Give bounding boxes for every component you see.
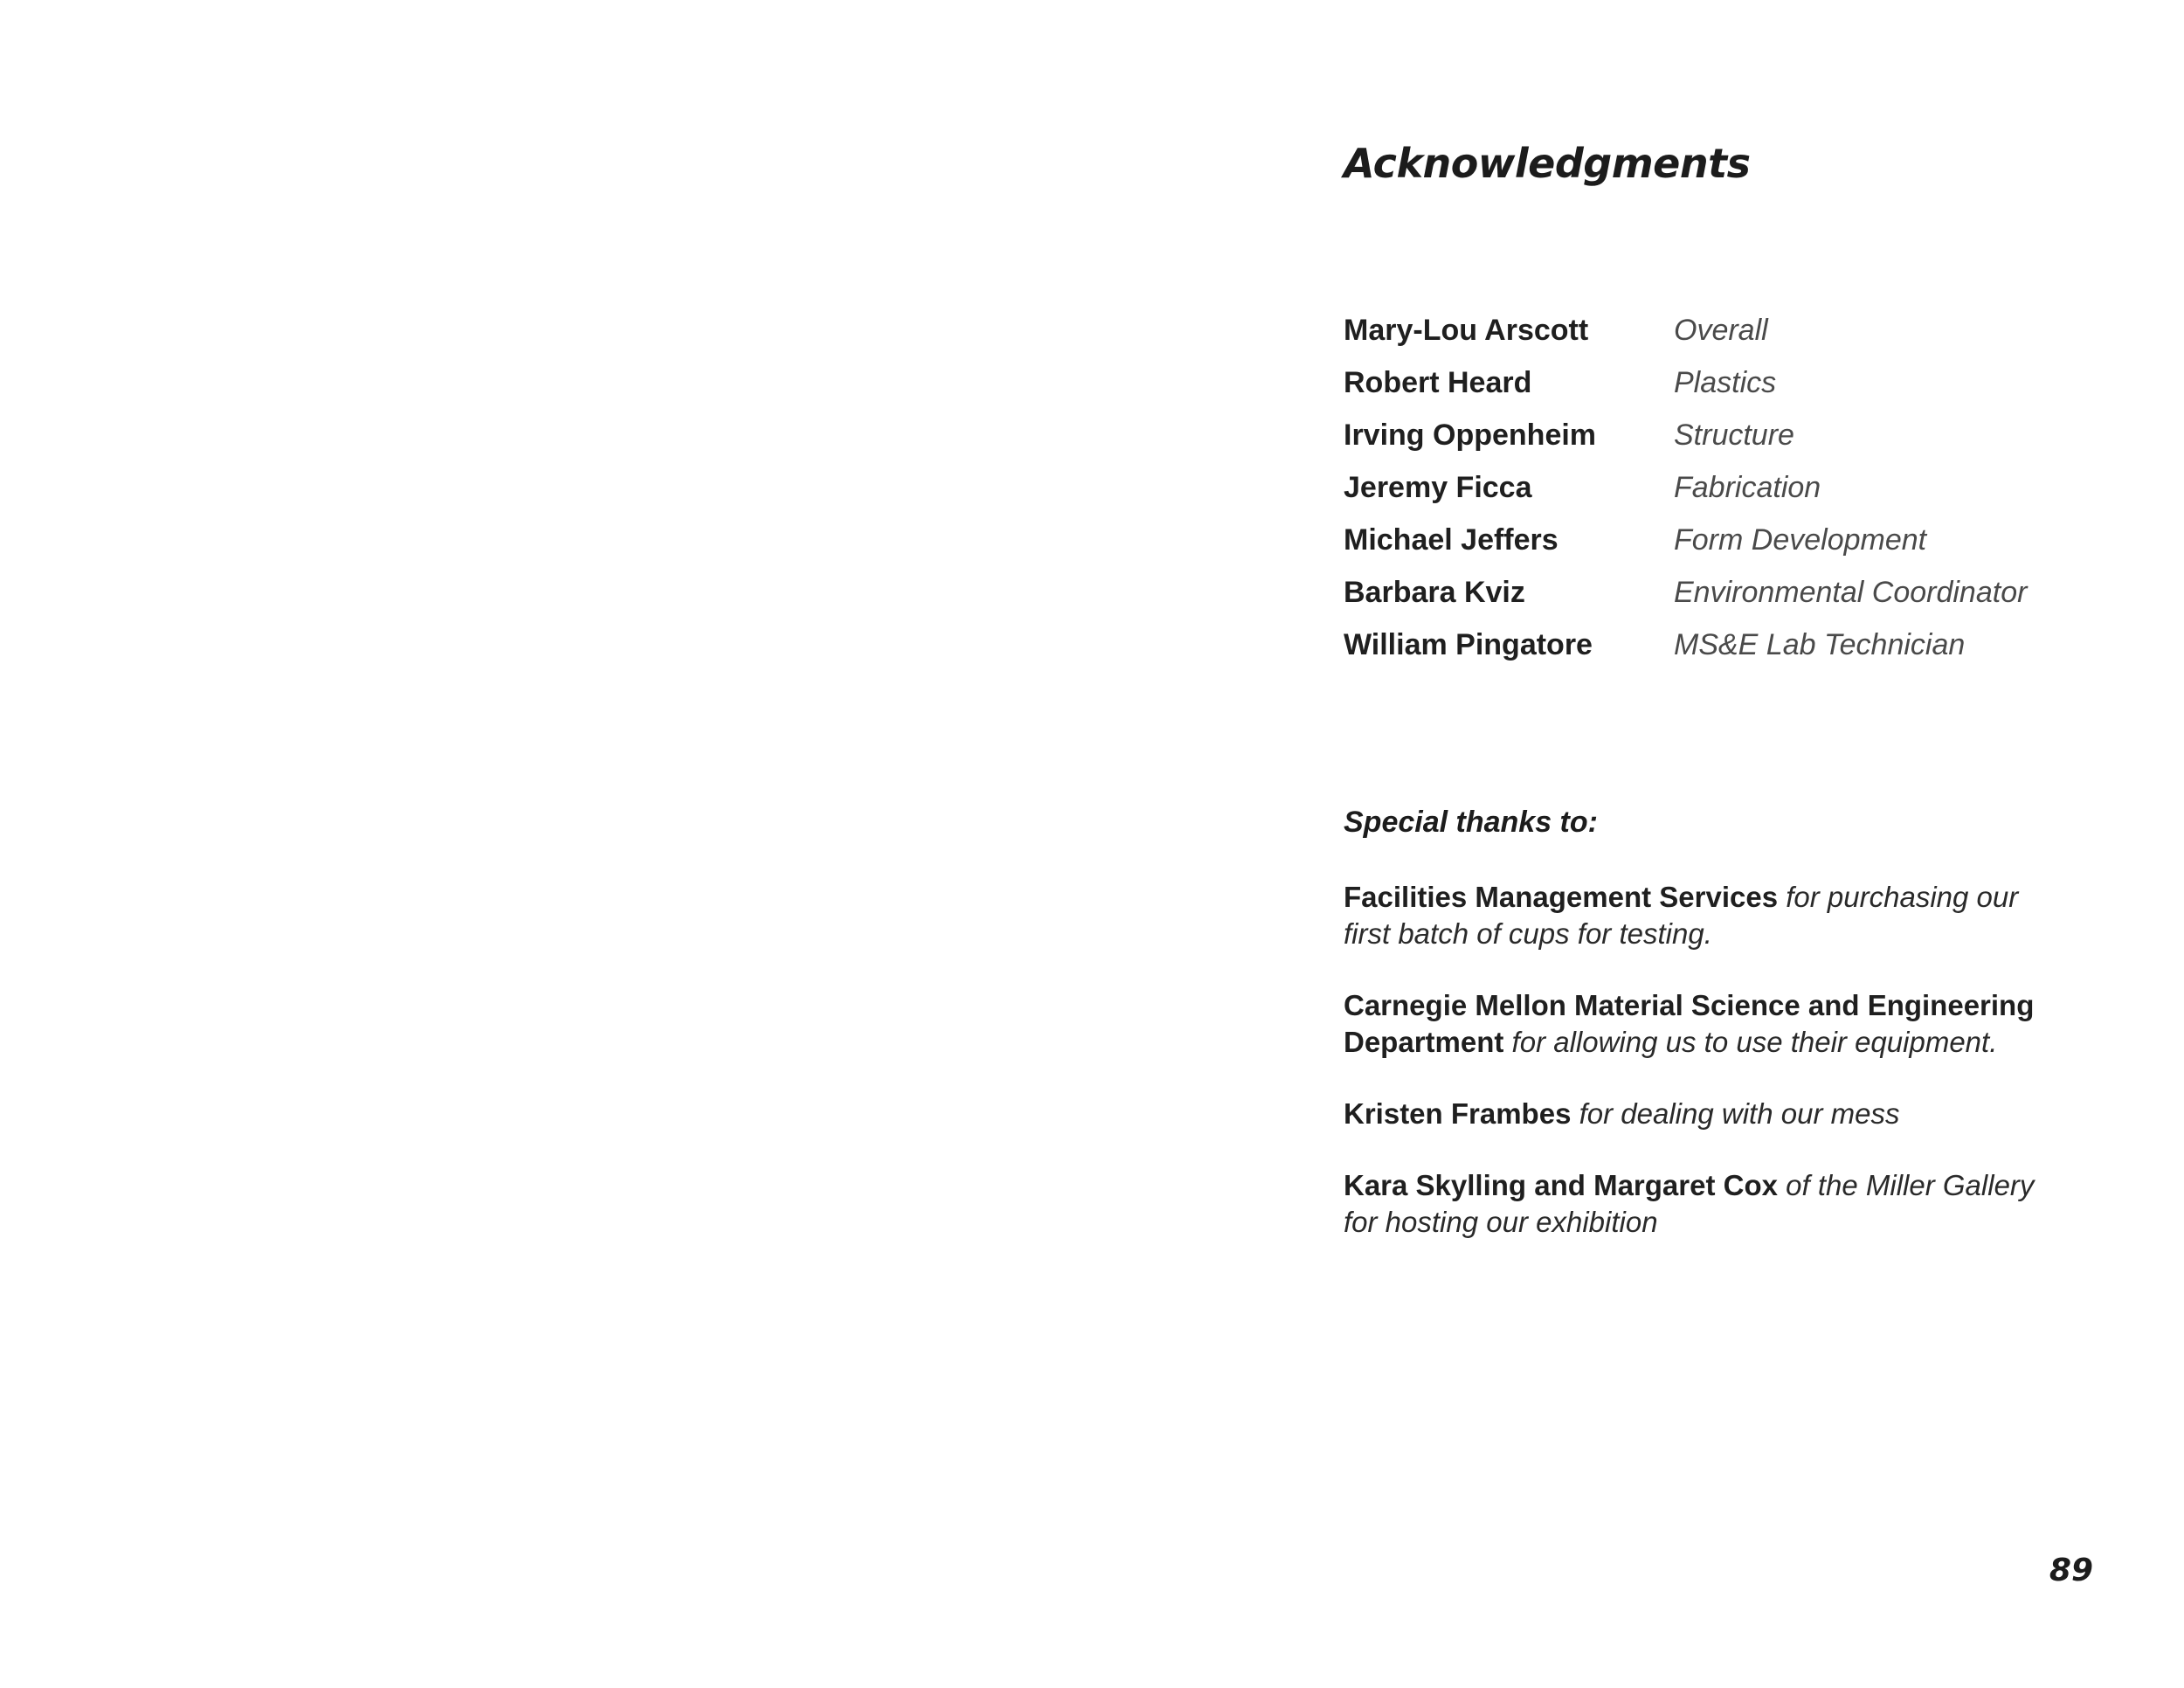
credit-name: William Pingatore xyxy=(1344,627,1593,661)
credit-role: Overall xyxy=(1674,313,1768,347)
thanks-item xyxy=(1344,1096,2069,1132)
credits-list xyxy=(1344,304,2077,671)
page-number: 89 xyxy=(2049,1553,2093,1588)
thanks-reason: of the Miller Gallery for hosting our exhibition xyxy=(1344,1169,2035,1238)
thanks-name: Kristen Frambes xyxy=(1344,1097,1572,1130)
credit-name: Mary-Lou Arscott xyxy=(1344,313,1589,347)
thanks-reason: for allowing us to use their equipment. xyxy=(1511,1026,1998,1058)
credit-role: Structure xyxy=(1674,418,1794,452)
credit-role: Plastics xyxy=(1674,365,1777,399)
credit-row xyxy=(1344,619,2077,671)
thanks-item xyxy=(1344,1167,2069,1241)
credit-row xyxy=(1344,461,2077,514)
thanks-name: Carnegie Mellon Material Science and Engineering Department xyxy=(1344,989,2035,1058)
credit-name: Irving Oppenheim xyxy=(1344,418,1597,452)
thanks-reason: for dealing with our mess xyxy=(1579,1097,1900,1130)
credit-name: Jeremy Ficca xyxy=(1344,470,1532,504)
thanks-name: Facilities Management Services xyxy=(1344,881,1779,913)
credit-name: Robert Heard xyxy=(1344,365,1532,399)
thanks-reason: for purchasing our first batch of cups for testing. xyxy=(1344,881,2019,950)
page-title: Acknowledgments xyxy=(1344,140,1751,187)
credit-row xyxy=(1344,409,2077,461)
credit-name: Michael Jeffers xyxy=(1344,522,1559,557)
credit-role: Form Development xyxy=(1674,522,1927,557)
credit-row xyxy=(1344,304,2077,356)
thanks-item xyxy=(1344,987,2069,1061)
thanks-name: Kara Skylling and Margaret Cox xyxy=(1344,1169,1778,1201)
credit-row xyxy=(1344,514,2077,566)
special-thanks-heading: Special thanks to: xyxy=(1344,806,1598,839)
credit-role: Fabrication xyxy=(1674,470,1821,504)
credit-role: Environmental Coordinator xyxy=(1674,575,2028,609)
credit-role: MS&E Lab Technician xyxy=(1674,627,1966,661)
thanks-item xyxy=(1344,879,2069,952)
credit-name: Barbara Kviz xyxy=(1344,575,1525,609)
credit-row xyxy=(1344,356,2077,409)
special-thanks-list xyxy=(1344,879,2069,1276)
credit-row xyxy=(1344,566,2077,619)
